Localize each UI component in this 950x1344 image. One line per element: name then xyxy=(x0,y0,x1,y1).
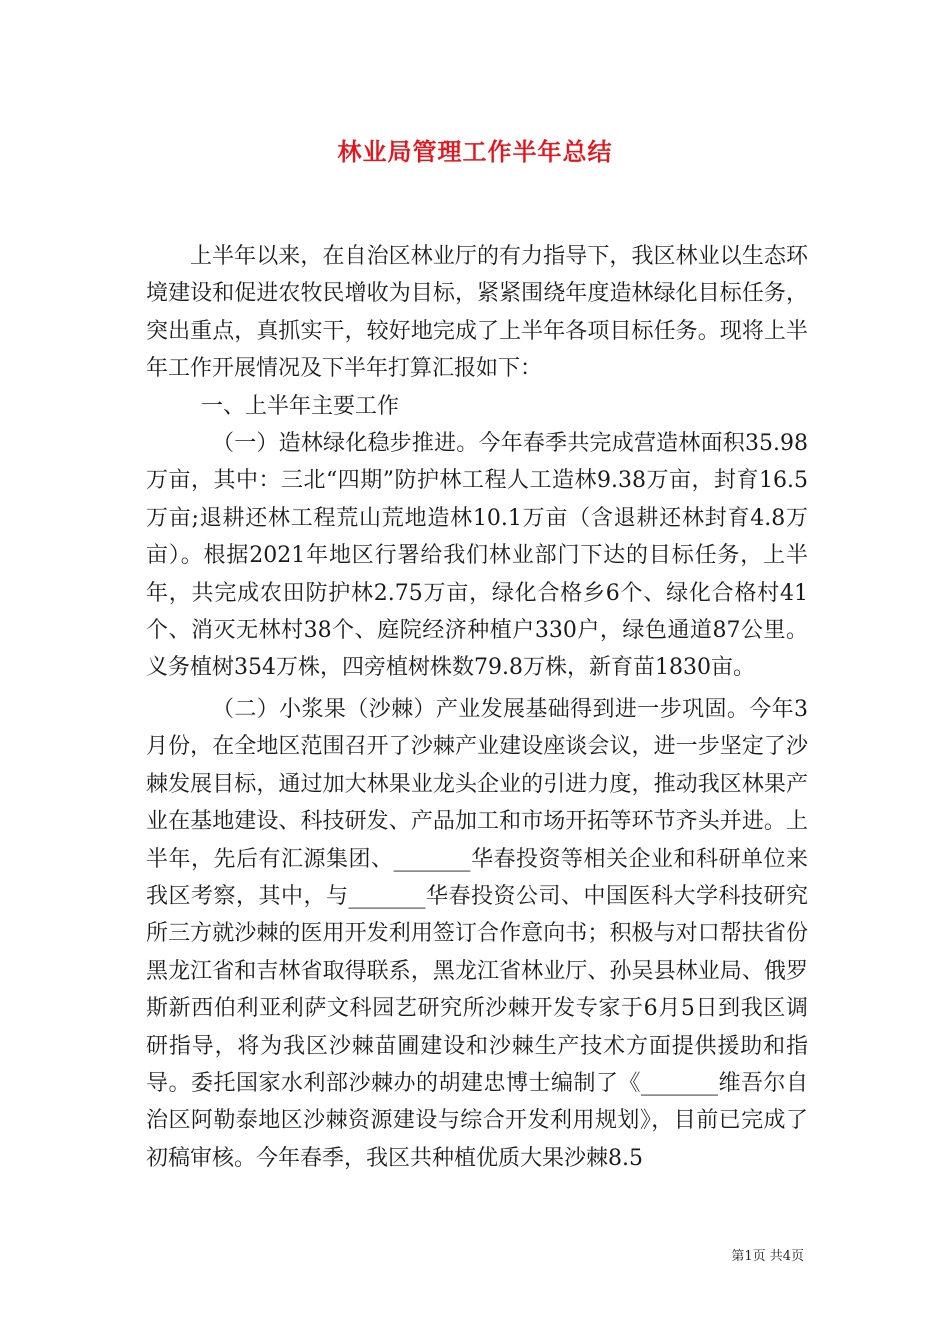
document-title: 林业局管理工作半年总结 xyxy=(337,137,613,166)
intro-paragraph: 上半年以来，在自治区林业厅的有力指导下，我区林业以生态环境建设和促进农牧民增收为目标，紧紧围绕年度造林绿化目标任务，突出重点，真抓实干，较好地完成了上半年各项目标任务。现将上半年工作开展情况及下半年打算汇报如下： xyxy=(146,244,808,382)
section-heading: 一、上半年主要工作 xyxy=(201,393,400,419)
document-body xyxy=(146,238,808,1177)
afforestation-paragraph: （一）造林绿化稳步推进。今年春季共完成营造林面积35.98万亩，其中：三北“四期”防护林工程人工造林9.38万亩，封育16.5万亩;退耕还林工程荒山荒地造林10.1万亩（含退耕还林封育4.8万亩）。根据2021年地区行署给我们林业部门下达的目标任务，上半年，共完成农田防护林2.75万亩，绿化合格乡6个、绿化合格村41个、消灭无林村38个、庭院经济种植户330户，绿色通道87公里。义务植树354万株，四旁植树株数79.8万株，新育苗1830亩。 xyxy=(146,431,808,681)
page-number: 第1页 共4页 xyxy=(731,1249,804,1264)
seabuckthorn-paragraph: （二）小浆果（沙棘）产业发展基础得到进一步巩固。今年3月份，在全地区范围召开了沙棘产业建设座谈会议，进一步坚定了沙棘发展目标，通过加大林果业龙头企业的引进力度，推动我区林果产业在基地建设、科技研发、产品加工和市场开拓等环节齐头并进。上半年，先后有汇源集团、_______华春投资等相关企业和科研单位来我区考察，其中，与_______华春投资公司、中国医科大学科技研究所三方就沙棘的医用开发利用签订合作意向书；积极与对口帮扶省份黑龙江省和吉林省取得联系，黑龙江省林业厅、孙吴县林业局、俄罗斯新西伯利亚利萨文科园艺研究所沙棘开发专家于6月5日到我区调研指导，将为我区沙棘苗圃建设和沙棘生产技术方面提供援助和指导。委托国家水利部沙棘办的胡建忠博士编制了《_______维吾尔自治区阿勒泰地区沙棘资源建设与综合开发利用规划》，目前已完成了初稿审核。今年春季，我区共种植优质大果沙棘8.5 xyxy=(146,696,808,1171)
